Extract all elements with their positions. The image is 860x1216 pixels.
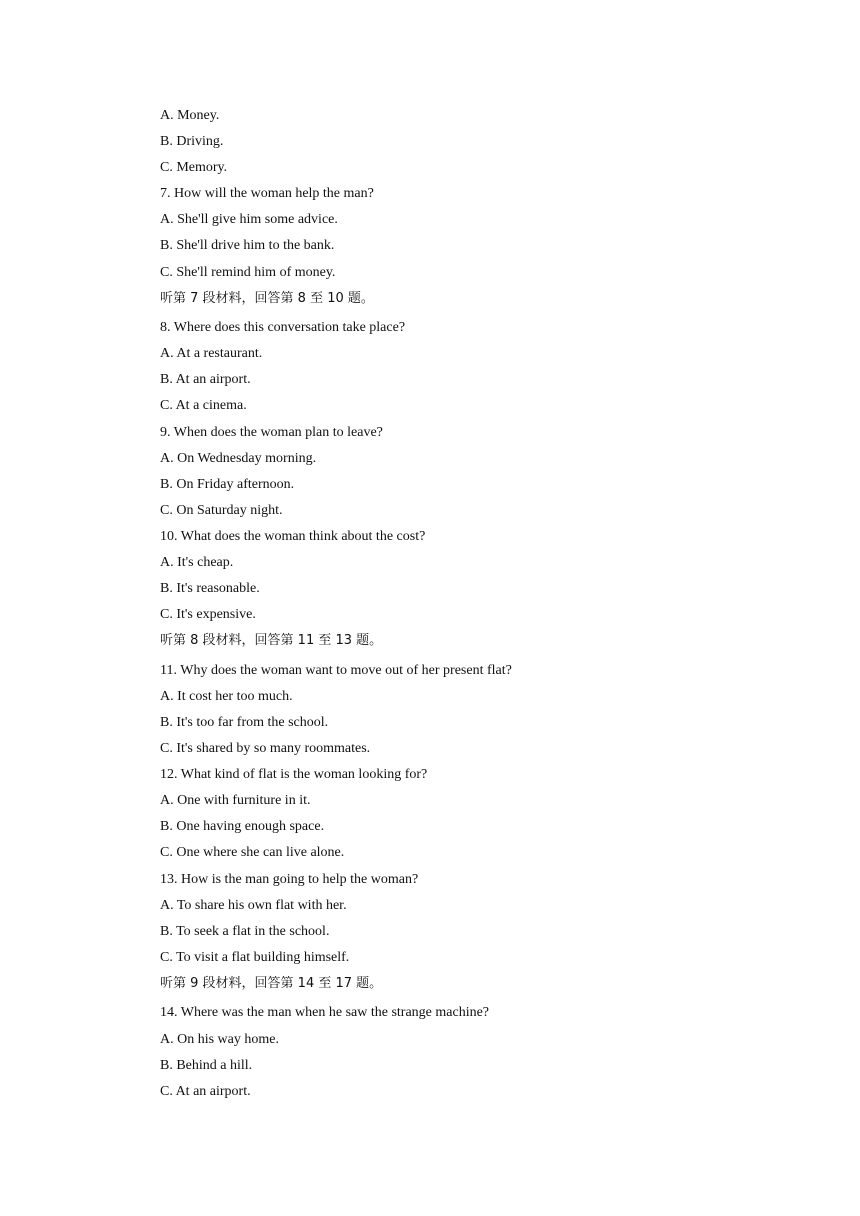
section-instruction: 听第 9 段材料，回答第 14 至 17 题。 <box>160 975 383 991</box>
question-text: 10. What does the woman think about the cost? <box>160 528 426 544</box>
question-text: 11. Why does the woman want to move out of her present flat? <box>160 662 512 678</box>
question-text: 13. How is the man going to help the woman? <box>160 871 419 887</box>
answer-option: C. At a cinema. <box>160 398 247 414</box>
answer-option: A. On Wednesday morning. <box>160 450 317 466</box>
answer-option: B. At an airport. <box>160 372 251 388</box>
answer-option: C. Memory. <box>160 160 228 176</box>
question-text: 12. What kind of flat is the woman looking for? <box>160 767 428 783</box>
answer-option: C. It's expensive. <box>160 607 256 623</box>
question-text: 7. How will the woman help the man? <box>160 186 374 202</box>
answer-option: A. To share his own flat with her. <box>160 897 347 913</box>
answer-option: A. On his way home. <box>160 1031 279 1047</box>
question-text: 9. When does the woman plan to leave? <box>160 424 383 440</box>
section-instruction: 听第 7 段材料，回答第 8 至 10 题。 <box>160 290 374 306</box>
answer-option: A. One with furniture in it. <box>160 793 311 809</box>
answer-option: B. To seek a flat in the school. <box>160 923 330 939</box>
answer-option: C. On Saturday night. <box>160 502 283 518</box>
answer-option: C. It's shared by so many roommates. <box>160 741 371 757</box>
answer-option: B. On Friday afternoon. <box>160 476 295 492</box>
answer-option: B. Behind a hill. <box>160 1057 253 1073</box>
answer-option: A. It's cheap. <box>160 555 234 570</box>
answer-option: B. Driving. <box>160 134 224 150</box>
answer-option: B. It's reasonable. <box>160 581 260 597</box>
exam-questions-block <box>160 103 780 1105</box>
answer-option: A. Money. <box>160 108 220 123</box>
answer-option: C. One where she can live alone. <box>160 845 345 861</box>
answer-option: B. One having enough space. <box>160 819 325 835</box>
answer-option: A. At a restaurant. <box>160 346 263 362</box>
answer-option: B. She'll drive him to the bank. <box>160 238 335 254</box>
question-text: 8. Where does this conversation take place? <box>160 320 406 336</box>
section-instruction: 听第 8 段材料，回答第 11 至 13 题。 <box>160 633 383 649</box>
answer-option: B. It's too far from the school. <box>160 714 329 730</box>
question-text: 14. Where was the man when he saw the strange machine? <box>160 1005 490 1021</box>
answer-option: A. She'll give him some advice. <box>160 212 338 228</box>
answer-option: C. At an airport. <box>160 1083 251 1099</box>
answer-option: A. It cost her too much. <box>160 688 293 704</box>
answer-option: C. To visit a flat building himself. <box>160 949 350 965</box>
answer-option: C. She'll remind him of money. <box>160 264 336 280</box>
